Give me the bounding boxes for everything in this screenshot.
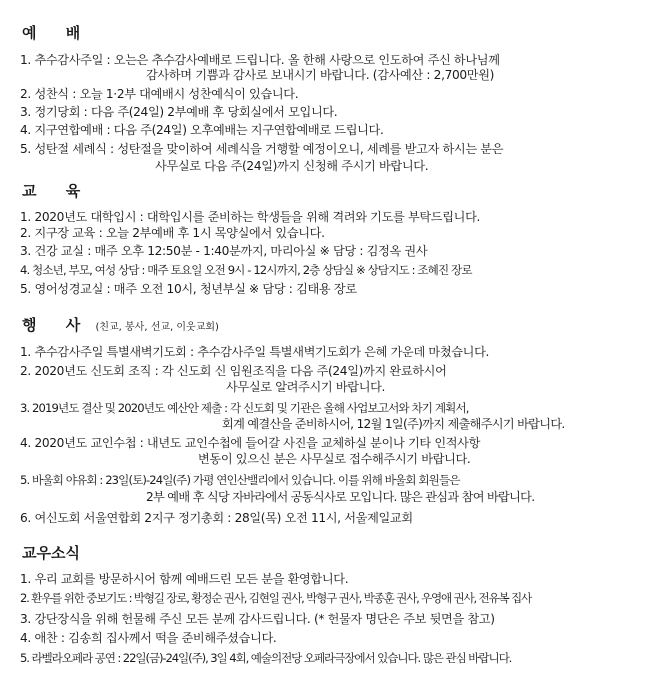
list-item: 3. 정기당회 : 다음 주(24일) 2부예배 후 당회실에서 모입니다.: [20, 105, 338, 119]
list-item: 5. 영어성경교실 : 매주 오전 10시, 청년부실 ※ 담당 : 김태용 장로: [20, 282, 357, 296]
list-item-continuation: 2부 예배 후 식당 자바라에서 공동식사로 모입니다. 많은 관심과 참여 바랍니다.: [146, 490, 535, 504]
list-item: 4. 애찬 : 김송희 집사께서 떡을 준비해주셨습니다.: [20, 631, 277, 645]
list-item: 5. 바울회 야유회 : 23일(토)-24일(주) 가평 연인산밸리에서 있습니다. 이를 위해 바울회 회원들은: [20, 473, 460, 487]
list-item-continuation: 사무실로 다음 주(24일)까지 신청해 주시기 바랍니다.: [155, 159, 429, 173]
list-item: 2. 환우를 위한 중보기도 : 박형길 장로, 황정순 권사, 김현일 권사, 박형구 권사, 박종훈 권사, 우영애 권사, 전유복 집사: [20, 591, 531, 605]
list-item: 6. 여신도회 서울연합회 2지구 정기총회 : 28일(목) 오전 11시, 서울제일교회: [20, 511, 413, 525]
list-item: 4. 청소년, 부모, 여성 상담 : 매주 토요일 오전 9시 - 12시까지, 2층 상담실 ※ 상담지도 : 조혜진 장로: [20, 263, 472, 277]
section-heading-news: 교우소식: [22, 544, 80, 562]
list-item: 4. 지구연합예배 : 다음 주(24일) 오후예배는 지구연합예배로 드립니다.: [20, 123, 384, 137]
list-item-continuation: 회계 예결산을 준비하시어, 12월 1일(주)까지 제출해주시기 바랍니다.: [222, 417, 565, 431]
list-item: 2. 지구장 교육 : 오늘 2부예배 후 1시 목양실에서 있습니다.: [20, 226, 325, 240]
section-heading-worship: 예 배: [22, 24, 81, 42]
list-item: 5. 성탄절 세례식 : 성탄절을 맞이하여 세례식을 거행할 예정이오니, 세례를 받고자 하시는 분은: [20, 142, 504, 156]
list-item: 2. 2020년도 신도회 조직 : 각 신도회 신 임원조직을 다음 주(24일)까지 완료하시어: [20, 364, 447, 378]
section-subheading-events: (친교, 봉사, 선교, 이웃교회): [95, 322, 219, 333]
list-item: 1. 추수감사주일 : 오는은 추수감사예배로 드립니다. 올 한해 사랑으로 인도하여 주신 하나님께: [20, 53, 500, 67]
list-item: 3. 2019년도 결산 및 2020년도 예산안 제출 : 각 신도회 및 기관은 올해 사업보고서와 차기 계획서,: [20, 401, 469, 415]
section-heading-events-title: 행 사: [22, 316, 81, 334]
list-item-continuation: 변동이 있으신 분은 사무실로 접수해주시기 바랍니다.: [198, 452, 471, 466]
list-item: 3. 강단장식을 위해 헌물해 주신 모든 분께 감사드립니다. (* 헌물자 명단은 주보 뒷면을 참고): [20, 612, 495, 626]
section-heading-education: 교 육: [22, 182, 81, 200]
list-item-continuation: 감사하며 기쁨과 감사로 보내시기 바랍니다. (감사예산 : 2,700만원): [146, 68, 495, 82]
list-item: 1. 추수감사주일 특별새벽기도회 : 추수감사주일 특별새벽기도회가 은혜 가운데 마쳤습니다.: [20, 345, 490, 359]
list-item: 1. 2020년도 대학입시 : 대학입시를 준비하는 학생들을 위해 격려와 기도를 부탁드립니다.: [20, 210, 481, 224]
list-item: 1. 우리 교회를 방문하시어 함께 예배드린 모든 분을 환영합니다.: [20, 572, 349, 586]
list-item: 3. 건강 교실 : 매주 오후 12:50분 - 1:40분까지, 마리아실 ※ 담당 : 김정옥 권사: [20, 244, 428, 258]
list-item: 5. 라벨라오페라 공연 : 22일(금)-24일(주), 3일 4회, 예술의전당 오페라극장에서 있습니다. 많은 관심 바랍니다.: [20, 651, 512, 665]
list-item: 4. 2020년도 교인수첩 : 내년도 교인수첩에 들어갈 사진을 교체하실 분이나 기타 인적사항: [20, 436, 481, 450]
list-item-continuation: 사무실로 알려주시기 바랍니다.: [226, 380, 386, 394]
list-item: 2. 성찬식 : 오늘 1·2부 대예배시 성찬예식이 있습니다.: [20, 87, 299, 101]
section-heading-events: [22, 314, 219, 335]
